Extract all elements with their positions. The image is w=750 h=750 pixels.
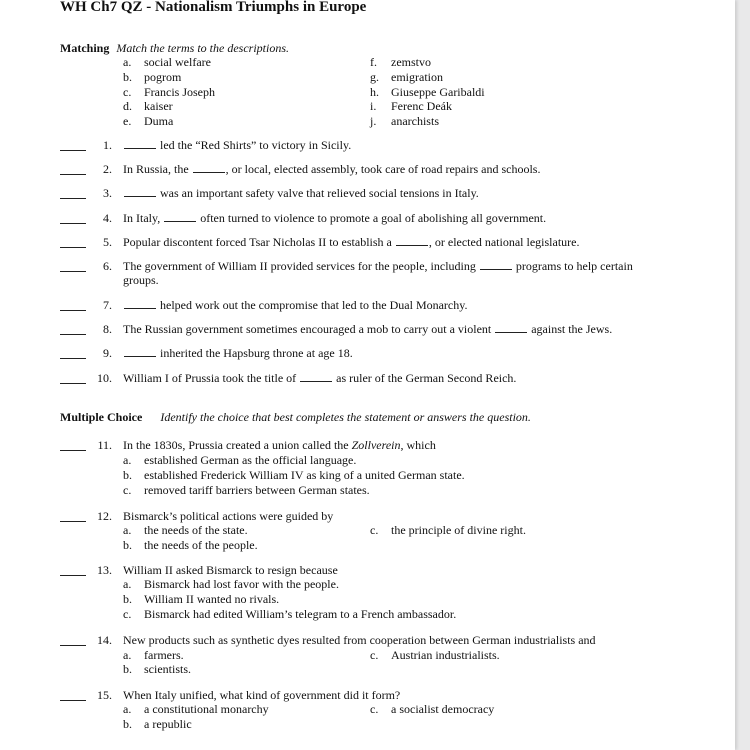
matching-label: Matching <box>60 41 110 55</box>
matching-item-text: In Russia, the , or local, elected assembly, took care of road repairs and schools. <box>123 162 541 176</box>
inline-blank <box>164 220 196 222</box>
inline-blank <box>124 195 156 197</box>
question-stem: William II asked Bismarck to resign because <box>123 563 338 577</box>
answer-blank[interactable] <box>60 150 86 151</box>
answer-blank[interactable] <box>60 575 86 576</box>
choice-c[interactable]: c. the principle of divine right. <box>370 523 526 537</box>
answer-blank[interactable] <box>60 450 86 451</box>
multiple-choice-header <box>60 408 531 426</box>
answer-blank[interactable] <box>60 271 86 272</box>
term-item: c. Francis Joseph <box>123 85 215 99</box>
answer-blank[interactable] <box>60 247 86 248</box>
answer-blank[interactable] <box>60 700 86 701</box>
inline-blank <box>495 331 527 333</box>
choice-a[interactable]: a. Bismarck had lost favor with the people. <box>123 577 339 591</box>
term-item: a. social welfare <box>123 55 211 69</box>
question-number: 9. <box>103 346 112 360</box>
choice-b[interactable]: b. a republic <box>123 717 192 731</box>
inline-blank <box>124 307 156 309</box>
answer-blank[interactable] <box>60 223 86 224</box>
answer-blank[interactable] <box>60 358 86 359</box>
choice-a[interactable]: a. the needs of the state. <box>123 523 248 537</box>
question-number: 5. <box>103 235 112 249</box>
inline-blank <box>124 355 156 357</box>
answer-blank[interactable] <box>60 310 86 311</box>
answer-blank[interactable] <box>60 645 86 646</box>
question-number: 14. <box>97 633 112 647</box>
question-stem: In the 1830s, Prussia created a union called the Zollverein, which <box>123 438 436 452</box>
inline-blank <box>480 268 512 270</box>
question-number: 12. <box>97 509 112 523</box>
answer-blank[interactable] <box>60 334 86 335</box>
answer-blank[interactable] <box>60 198 86 199</box>
choice-c[interactable]: c. Austrian industrialists. <box>370 648 500 662</box>
question-number: 1. <box>103 138 112 152</box>
inline-blank <box>300 380 332 382</box>
term-item: e. Duma <box>123 114 174 128</box>
page-title: WH Ch7 QZ - Nationalism Triumphs in Europe <box>60 0 367 15</box>
question-number: 3. <box>103 186 112 200</box>
choice-c[interactable]: c. a socialist democracy <box>370 702 495 716</box>
choice-a[interactable]: a. farmers. <box>123 648 184 662</box>
term-item: d. kaiser <box>123 99 173 113</box>
inline-blank <box>396 244 428 246</box>
question-number: 4. <box>103 211 112 225</box>
choice-c[interactable]: c. removed tariff barriers between German states. <box>123 483 370 497</box>
matching-item-text: In Italy, often turned to violence to promote a goal of abolishing all government. <box>123 211 547 225</box>
matching-item-text: inherited the Hapsburg throne at age 18. <box>123 346 353 360</box>
matching-item-text: William I of Prussia took the title of as ruler of the German Second Reich. <box>123 371 517 385</box>
question-stem: When Italy unified, what kind of government did it form? <box>123 688 401 702</box>
multiple-choice-label: Multiple Choice <box>60 410 143 424</box>
question-stem: Bismarck’s political actions were guided by <box>123 509 334 523</box>
question-number: 10. <box>97 371 112 385</box>
inline-blank <box>193 171 225 173</box>
question-number: 11. <box>97 438 112 452</box>
choice-b[interactable]: b. established Frederick William IV as king of a united German state. <box>123 468 465 482</box>
choice-a[interactable]: a. a constitutional monarchy <box>123 702 269 716</box>
answer-blank[interactable] <box>60 521 86 522</box>
term-item: h. Giuseppe Garibaldi <box>370 85 485 99</box>
choice-a[interactable]: a. established German as the official language. <box>123 453 357 467</box>
matching-item-text-continued: groups. <box>123 273 159 287</box>
answer-blank[interactable] <box>60 383 86 384</box>
choice-b[interactable]: b. William II wanted no rivals. <box>123 592 280 606</box>
answer-blank[interactable] <box>60 174 86 175</box>
inline-blank <box>124 147 156 149</box>
term-item: j. anarchists <box>370 114 439 128</box>
choice-b[interactable]: b. scientists. <box>123 662 191 676</box>
question-number: 15. <box>97 688 112 702</box>
question-number: 7. <box>103 298 112 312</box>
question-number: 13. <box>97 563 112 577</box>
term-item: b. pogrom <box>123 70 182 84</box>
question-stem: New products such as synthetic dyes resulted from cooperation between German industrialists and <box>123 633 596 647</box>
question-number: 2. <box>103 162 112 176</box>
question-number: 6. <box>103 259 112 273</box>
term-item: i. Ferenc Deák <box>370 99 452 113</box>
question-number: 8. <box>103 322 112 336</box>
matching-item-text: The government of William II provided services for the people, including programs to help certain <box>123 259 633 273</box>
matching-item-text: helped work out the compromise that led to the Dual Monarchy. <box>123 298 467 312</box>
term-item: f. zemstvo <box>370 55 431 69</box>
matching-item-text: The Russian government sometimes encouraged a mob to carry out a violent against the Jews. <box>123 322 613 336</box>
term-item: g. emigration <box>370 70 443 84</box>
matching-item-text: was an important safety valve that relieved social tensions in Italy. <box>123 186 479 200</box>
choice-b[interactable]: b. the needs of the people. <box>123 538 258 552</box>
multiple-choice-instructions: Identify the choice that best completes the statement or answers the question. <box>160 410 531 424</box>
matching-item-text: led the “Red Shirts” to victory in Sicily. <box>123 138 351 152</box>
matching-item-text: Popular discontent forced Tsar Nicholas II to establish a , or elected national legislature. <box>123 235 580 249</box>
matching-instructions: Match the terms to the descriptions. <box>116 41 289 55</box>
choice-c[interactable]: c. Bismarck had edited William’s telegram to a French ambassador. <box>123 607 457 621</box>
